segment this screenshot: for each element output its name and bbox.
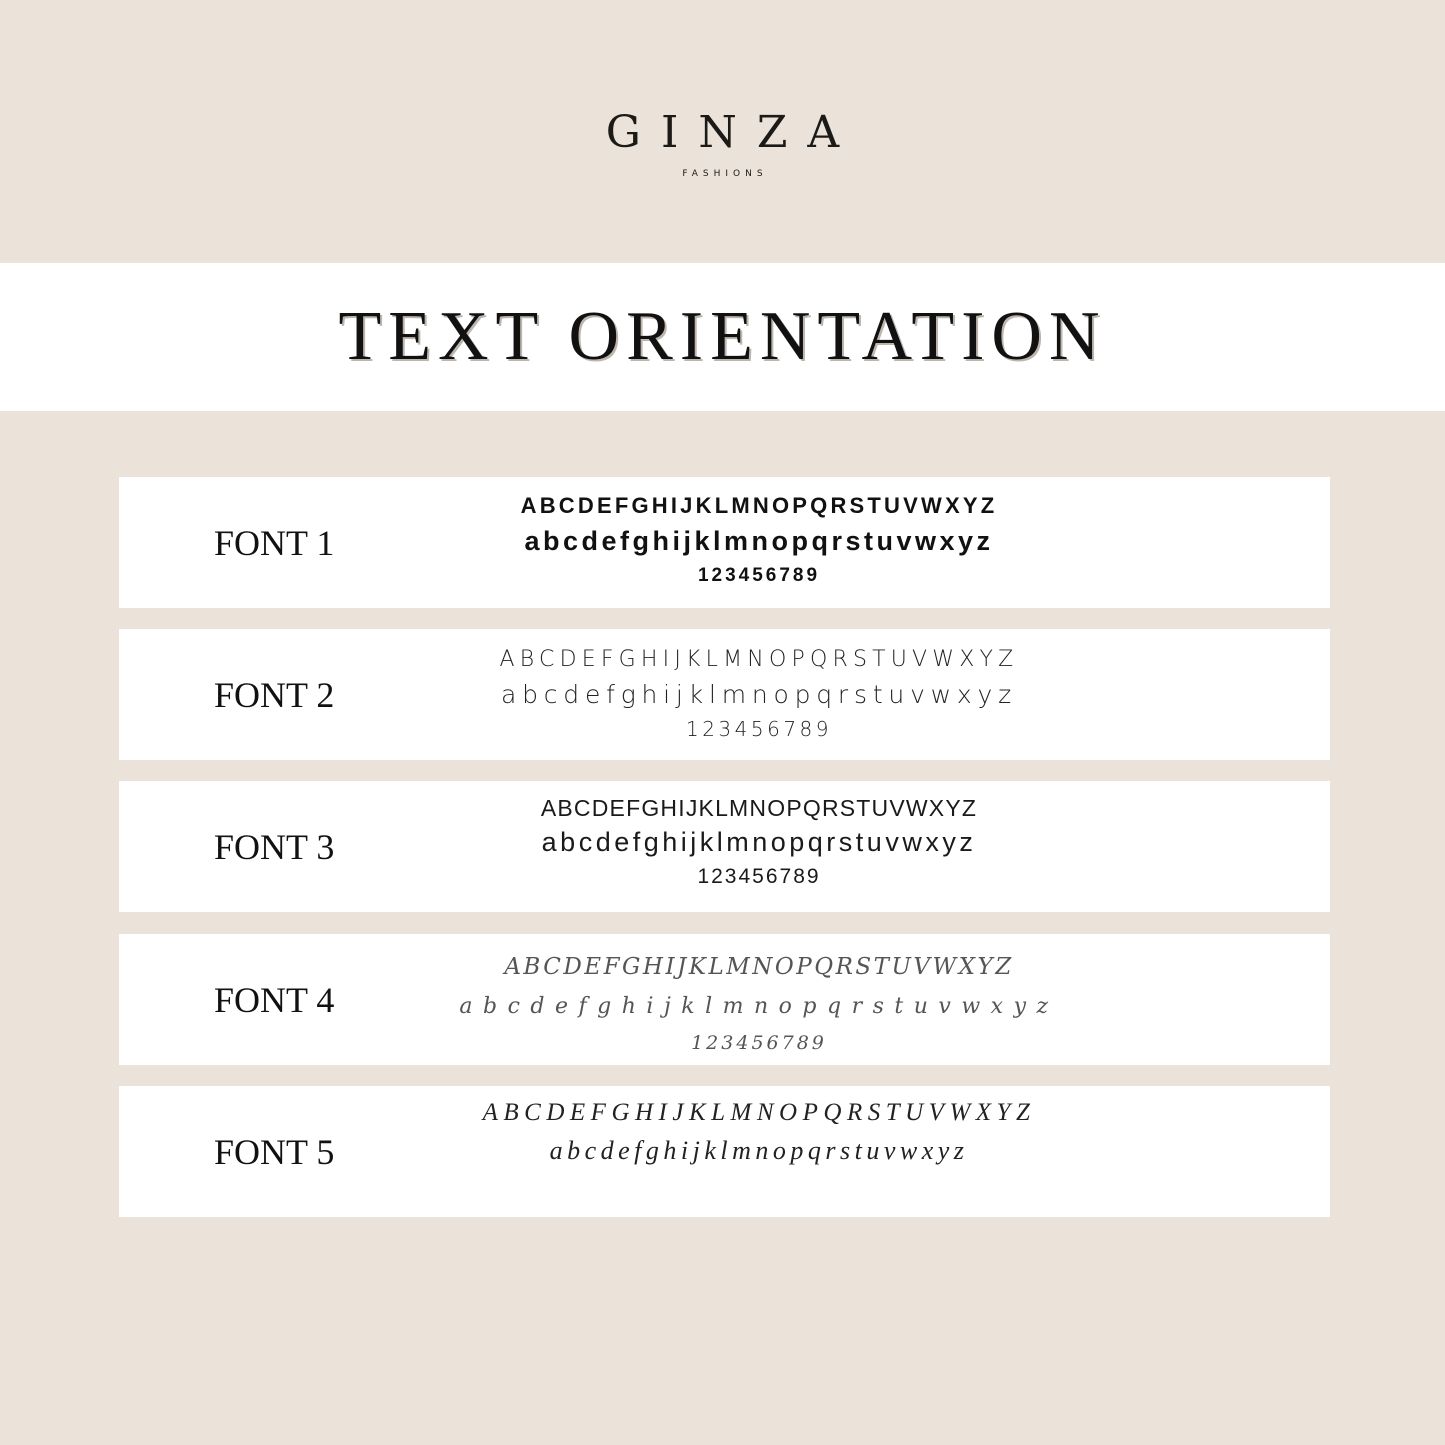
font-label: FONT 4	[214, 979, 335, 1020]
font-sample	[459, 795, 1059, 891]
brand-name: GINZA	[605, 107, 860, 158]
numbers-sample: 123456789	[697, 865, 821, 888]
font-label: FONT 5	[214, 1131, 335, 1172]
uppercase-sample: ABCDEFGHIJKLMNOPQRSTUVWXYZ	[482, 1099, 1036, 1126]
font-sample	[459, 491, 1059, 591]
title-banner	[0, 263, 1445, 411]
lowercase-sample: abcdefghijklmnopqrstuvwxyz	[459, 994, 1059, 1019]
font-row-4	[119, 934, 1330, 1065]
page-title: TEXT ORIENTATION	[338, 298, 1107, 375]
font-row-5	[119, 1086, 1330, 1217]
numbers-sample: 123456789	[697, 565, 821, 586]
uppercase-sample: ABCDEFGHIJKLMNOPQRSTUVWXYZ	[520, 493, 998, 518]
brand-logo	[0, 105, 1445, 179]
uppercase-sample: ABCDEFGHIJKLMNOPQRSTUVWXYZ	[504, 954, 1014, 980]
font-row-1	[119, 477, 1330, 608]
font-label: FONT 3	[214, 826, 335, 867]
brand-subtitle: FASHIONS	[682, 169, 768, 179]
numbers-sample: 123456789	[685, 717, 833, 741]
font-row-2	[119, 629, 1330, 760]
font-label: FONT 2	[214, 674, 335, 715]
numbers-sample: 123456789	[691, 1032, 827, 1054]
lowercase-sample: abcdefghijklmnopqrstuvwxyz	[549, 1136, 969, 1165]
lowercase-sample: abcdefghijklmnopqrstuvwxyz	[541, 827, 977, 857]
font-label: FONT 1	[214, 522, 335, 563]
uppercase-sample: ABCDEFGHIJKLMNOPQRSTUVWXYZ	[540, 795, 978, 821]
font-sample	[459, 643, 1059, 745]
font-row-3	[119, 781, 1330, 912]
lowercase-sample: abcdefghijklmnopqrstuvwxyz	[500, 680, 1018, 709]
lowercase-sample: abcdefghijklmnopqrstuvwxyz	[524, 526, 994, 556]
font-sample	[459, 948, 1059, 1058]
font-sample	[459, 1100, 1059, 1176]
uppercase-sample: ABCDEFGHIJKLMNOPQRSTUVWXYZ	[499, 647, 1019, 672]
